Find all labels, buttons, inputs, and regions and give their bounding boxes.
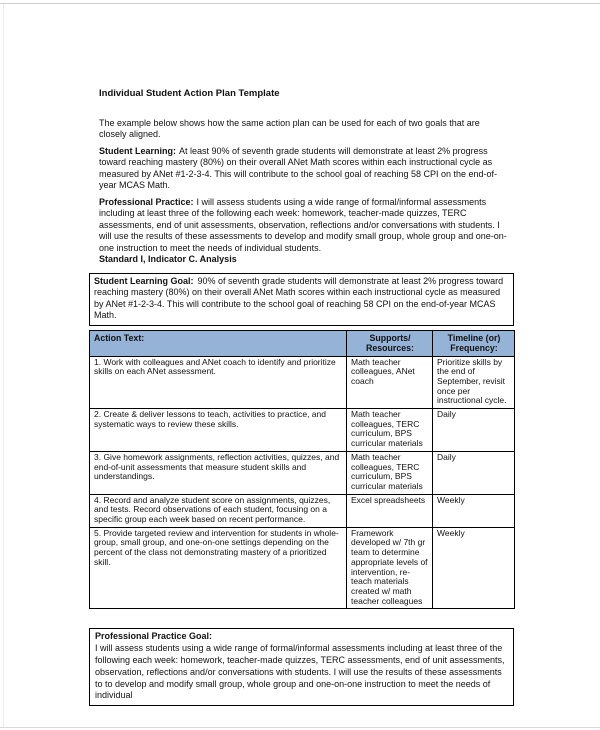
supports-cell-1: Math teacher colleagues, ANet coach	[347, 356, 433, 409]
intro-paragraph	[99, 118, 508, 141]
professional-practice-goal-label: Professional Practice Goal:	[95, 631, 213, 642]
timeline-cell-4: Weekly	[433, 494, 515, 527]
professional-practice-text: I will assess students using a wide range of formal/informal assessments including at least three of the following each week: homework, teacher-made quizzes, TERC assessments, end of unit assessments, observation, reflections and/or conversations with students. I will use the results of these assessments to develop and modify small group, whole group and one-on-one instruction to meet the needs of individual students.	[99, 196, 507, 253]
timeline-cell-3: Daily	[433, 451, 515, 494]
student-learning-goal-text: 90% of seventh grade students will demonstrate at least 2% progress toward reaching mastery (80%) on their overall ANet Math scores within each instructional cycle as measured by ANet #1-2-3-4. This will contribute to the school goal of reaching 58 CPI on the end-of-year MCAS Math.	[94, 275, 504, 320]
action-cell-1: 1. Work with colleagues and ANet coach to identify and prioritize skills on each ANet assessment.	[90, 356, 347, 409]
action-cell-2: 2. Create & deliver lessons to teach, activities to practice, and systematic ways to review these skills.	[90, 409, 347, 452]
standard-indicator-line: Standard I, Indicator C. Analysis	[99, 254, 237, 264]
student-learning-text: At least 90% of seventh grade students will demonstrate at least 2% progress toward reaching mastery (80%) on their overall ANet Math scores within each instructional cycle as measured by ANet #1-2-3-4. This will contribute to the school goal of reaching 58 CPI on the end-of-year MCAS Math.	[99, 145, 498, 190]
document-body	[89, 88, 514, 706]
table-header-row	[90, 330, 515, 356]
professional-practice-goal-text: I will assess students using a wide range of formal/informal assessments including at least three of the following each week: homework, teacher-made quizzes, TERC assessments, end of unit assessments, observation, reflections and/or conversations with students. I will use the results of these assessments to to develop and modify small group, whole group and one-on-one instruction to meet the needs of individual	[95, 643, 505, 701]
supports-cell-3: Math teacher colleagues, TERC curriculum, BPS curricular materials	[347, 451, 433, 494]
table-row	[90, 527, 515, 609]
header-supports-resources: Supports/ Resources:	[347, 330, 433, 356]
professional-practice-paragraph	[99, 197, 508, 266]
table-row	[90, 356, 515, 409]
page-left-edge-line	[3, 4, 4, 727]
action-cell-4: 4. Record and analyze student score on assignments, quizzes, and tests. Record observations of each student, focusing on a specific group each week based on recent performance.	[90, 494, 347, 527]
table-row	[90, 451, 515, 494]
timeline-cell-5: Weekly	[433, 527, 515, 609]
action-plan-table	[89, 330, 515, 610]
supports-cell-2: Math teacher colleagues, TERC curriculum, BPS curricular materials	[347, 409, 433, 452]
professional-practice-goal-box	[89, 628, 514, 706]
student-learning-goal-box	[89, 273, 514, 326]
table-row	[90, 494, 515, 527]
student-learning-label: Student Learning:	[99, 145, 176, 156]
action-cell-5: 5. Provide targeted review and intervention for students in whole-group, small group, and one-on-one settings depending on the percent of the class not demonstrating mastery of a prioritized skill.	[90, 527, 347, 609]
timeline-cell-2: Daily	[433, 409, 515, 452]
professional-practice-label: Professional Practice:	[99, 196, 194, 207]
page-top-edge-line	[0, 3, 600, 4]
supports-cell-5: Framework developed w/ 7th gr team to determine appropriate levels of intervention, re-teach materials created w/ math teacher colleagues	[347, 527, 433, 609]
header-action-text: Action Text:	[90, 330, 347, 356]
page-bottom-edge-line	[0, 727, 600, 728]
action-cell-3: 3. Give homework assignments, reflection activities, quizzes, and end-of-unit assessments that measure student skills and understandings.	[90, 451, 347, 494]
intro-text: The example below shows how the same action plan can be used for each of two goals that are closely aligned.	[99, 117, 480, 139]
document-title: Individual Student Action Plan Template	[99, 88, 280, 99]
header-timeline-frequency: Timeline (or) Frequency:	[433, 330, 515, 356]
supports-cell-4: Excel spreadsheets	[347, 494, 433, 527]
timeline-cell-1: Prioritize skills by the end of September, revisit once per instructional cycle.	[433, 356, 515, 409]
student-learning-goal-label: Student Learning Goal:	[94, 275, 194, 286]
table-row	[90, 409, 515, 452]
student-learning-paragraph	[99, 146, 508, 192]
